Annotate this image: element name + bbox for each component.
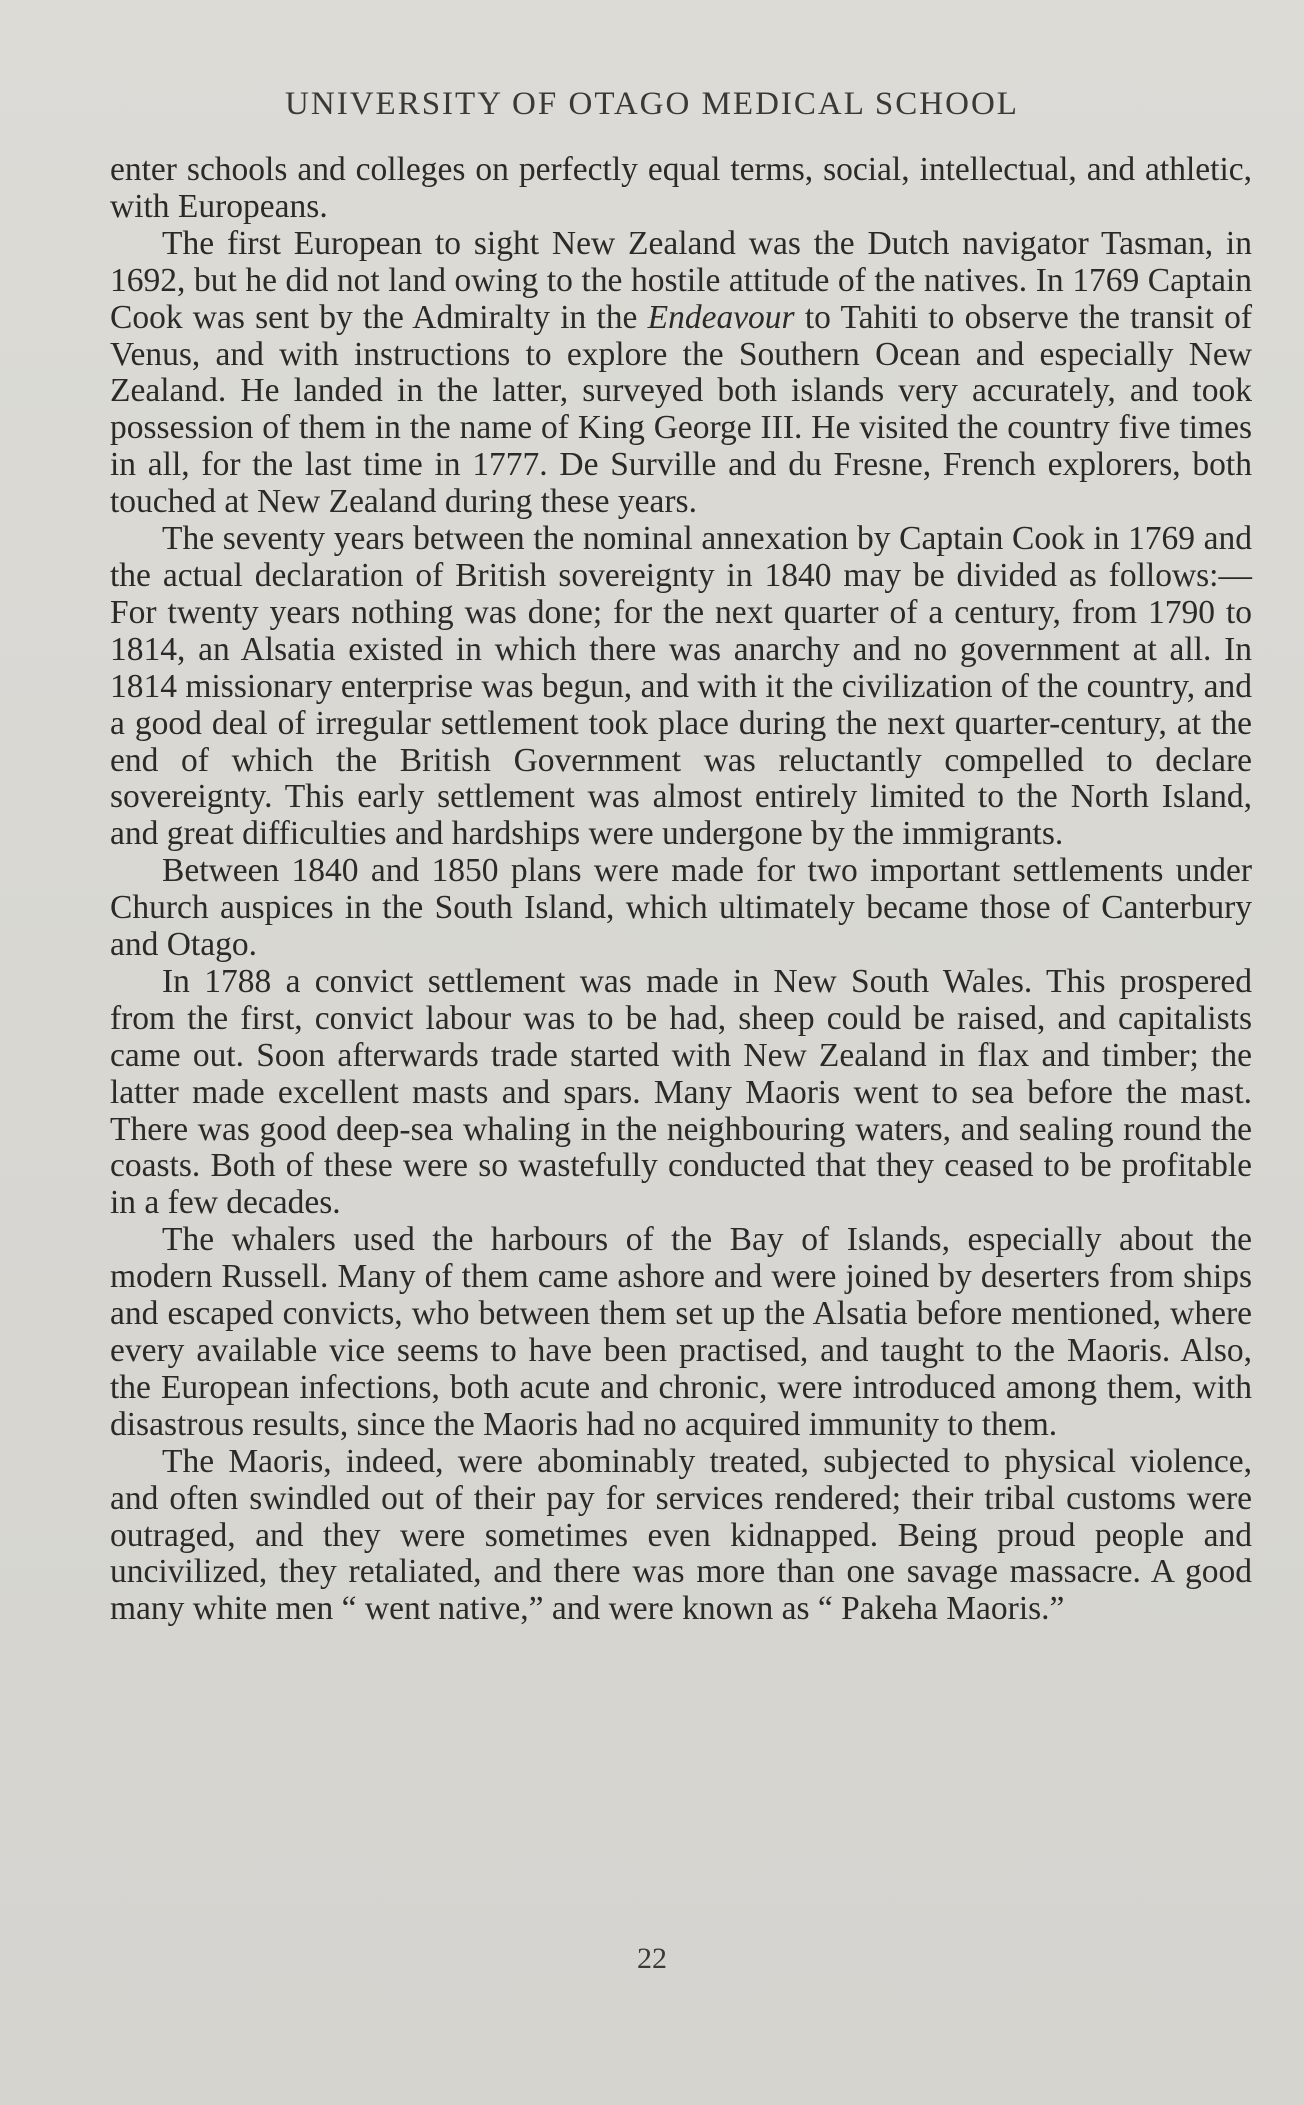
paragraph-1: enter schools and colleges on perfectly equal terms, social, intellectual, and athletic, with Europeans. bbox=[110, 151, 1252, 225]
paragraph-2-text-after: to Tahiti to observe the transit of Venus, and with instructions to explore the Southern Ocean and especially New Zealand. He landed in the latter, surveyed both islands very accurately, and took possession of them in the name of King George III. He visited the country five times in all, for the last time in 1777. De Surville and du Fresne, French explorers, both touched at New Zealand during these years. bbox=[110, 298, 1253, 521]
page-number: 22 bbox=[637, 1942, 667, 1975]
body-text bbox=[110, 152, 1252, 1628]
running-title: UNIVERSITY OF OTAGO MEDICAL SCHOOL bbox=[285, 86, 1019, 122]
paragraph-3: The seventy years between the nominal annexation by Captain Cook in 1769 and the actual declaration of British sovereignty in 1840 may be divided as follows:—For twenty years nothing was done; for the next quarter of a century, from 1790 to 1814, an Alsatia existed in which there was anarchy and no government at all. In 1814 missionary enterprise was begun, and with it the civilization of the country, and a good deal of irregular settlement took place during the next quarter-century, at the end of which the British Government was reluctantly compelled to declare sovereignty. This early settlement was almost entirely limited to the North Island, and great difficulties and hardships were undergone by the immigrants. bbox=[110, 520, 1252, 853]
paragraph-6: The whalers used the harbours of the Bay of Islands, especially about the modern Russell. Many of them came ashore and were joined by deserters from ships and escaped convicts, who between them set up the Alsatia before mentioned, where every available vice seems to have been practised, and taught to the Maoris. Also, the European infections, both acute and chronic, were introduced among them, with disastrous results, since the Maoris had no acquired immunity to them. bbox=[110, 1221, 1252, 1443]
paragraph-4: Between 1840 and 1850 plans were made for two important settlements under Church auspices in the South Island, which ultimately became those of Canterbury and Otago. bbox=[110, 852, 1252, 964]
ship-name-italic: Endeavour bbox=[647, 298, 795, 336]
paragraph-2-text-before: The first European to sight New Zealand was the Dutch navigator Tasman, in 1692, but he did not land owing to the hostile attitude of the natives. In 1769 Captain Cook was sent by the Admiralty in the bbox=[110, 224, 1252, 336]
paragraph-5: In 1788 a convict settlement was made in New South Wales. This prospered from the first, convict labour was to be had, sheep could be raised, and capitalists came out. Soon afterwards trade started with New Zealand in flax and timber; the latter made excellent masts and spars. Many Maoris went to sea before the mast. There was good deep-sea whaling in the neighbouring waters, and sealing round the coasts. Both of these were so wastefully conducted that they ceased to be profitable in a few decades. bbox=[110, 962, 1252, 1222]
paragraph-7: The Maoris, indeed, were abominably treated, subjected to physical violence, and often swindled out of their pay for services rendered; their tribal customs were outraged, and they were sometimes even kidnapped. Being proud people and uncivilized, they retaliated, and there was more than one savage massacre. A good many white men “ went native,” and were known as “ Pakeha Maoris.” bbox=[110, 1442, 1252, 1628]
paragraph-2 bbox=[110, 226, 1252, 521]
